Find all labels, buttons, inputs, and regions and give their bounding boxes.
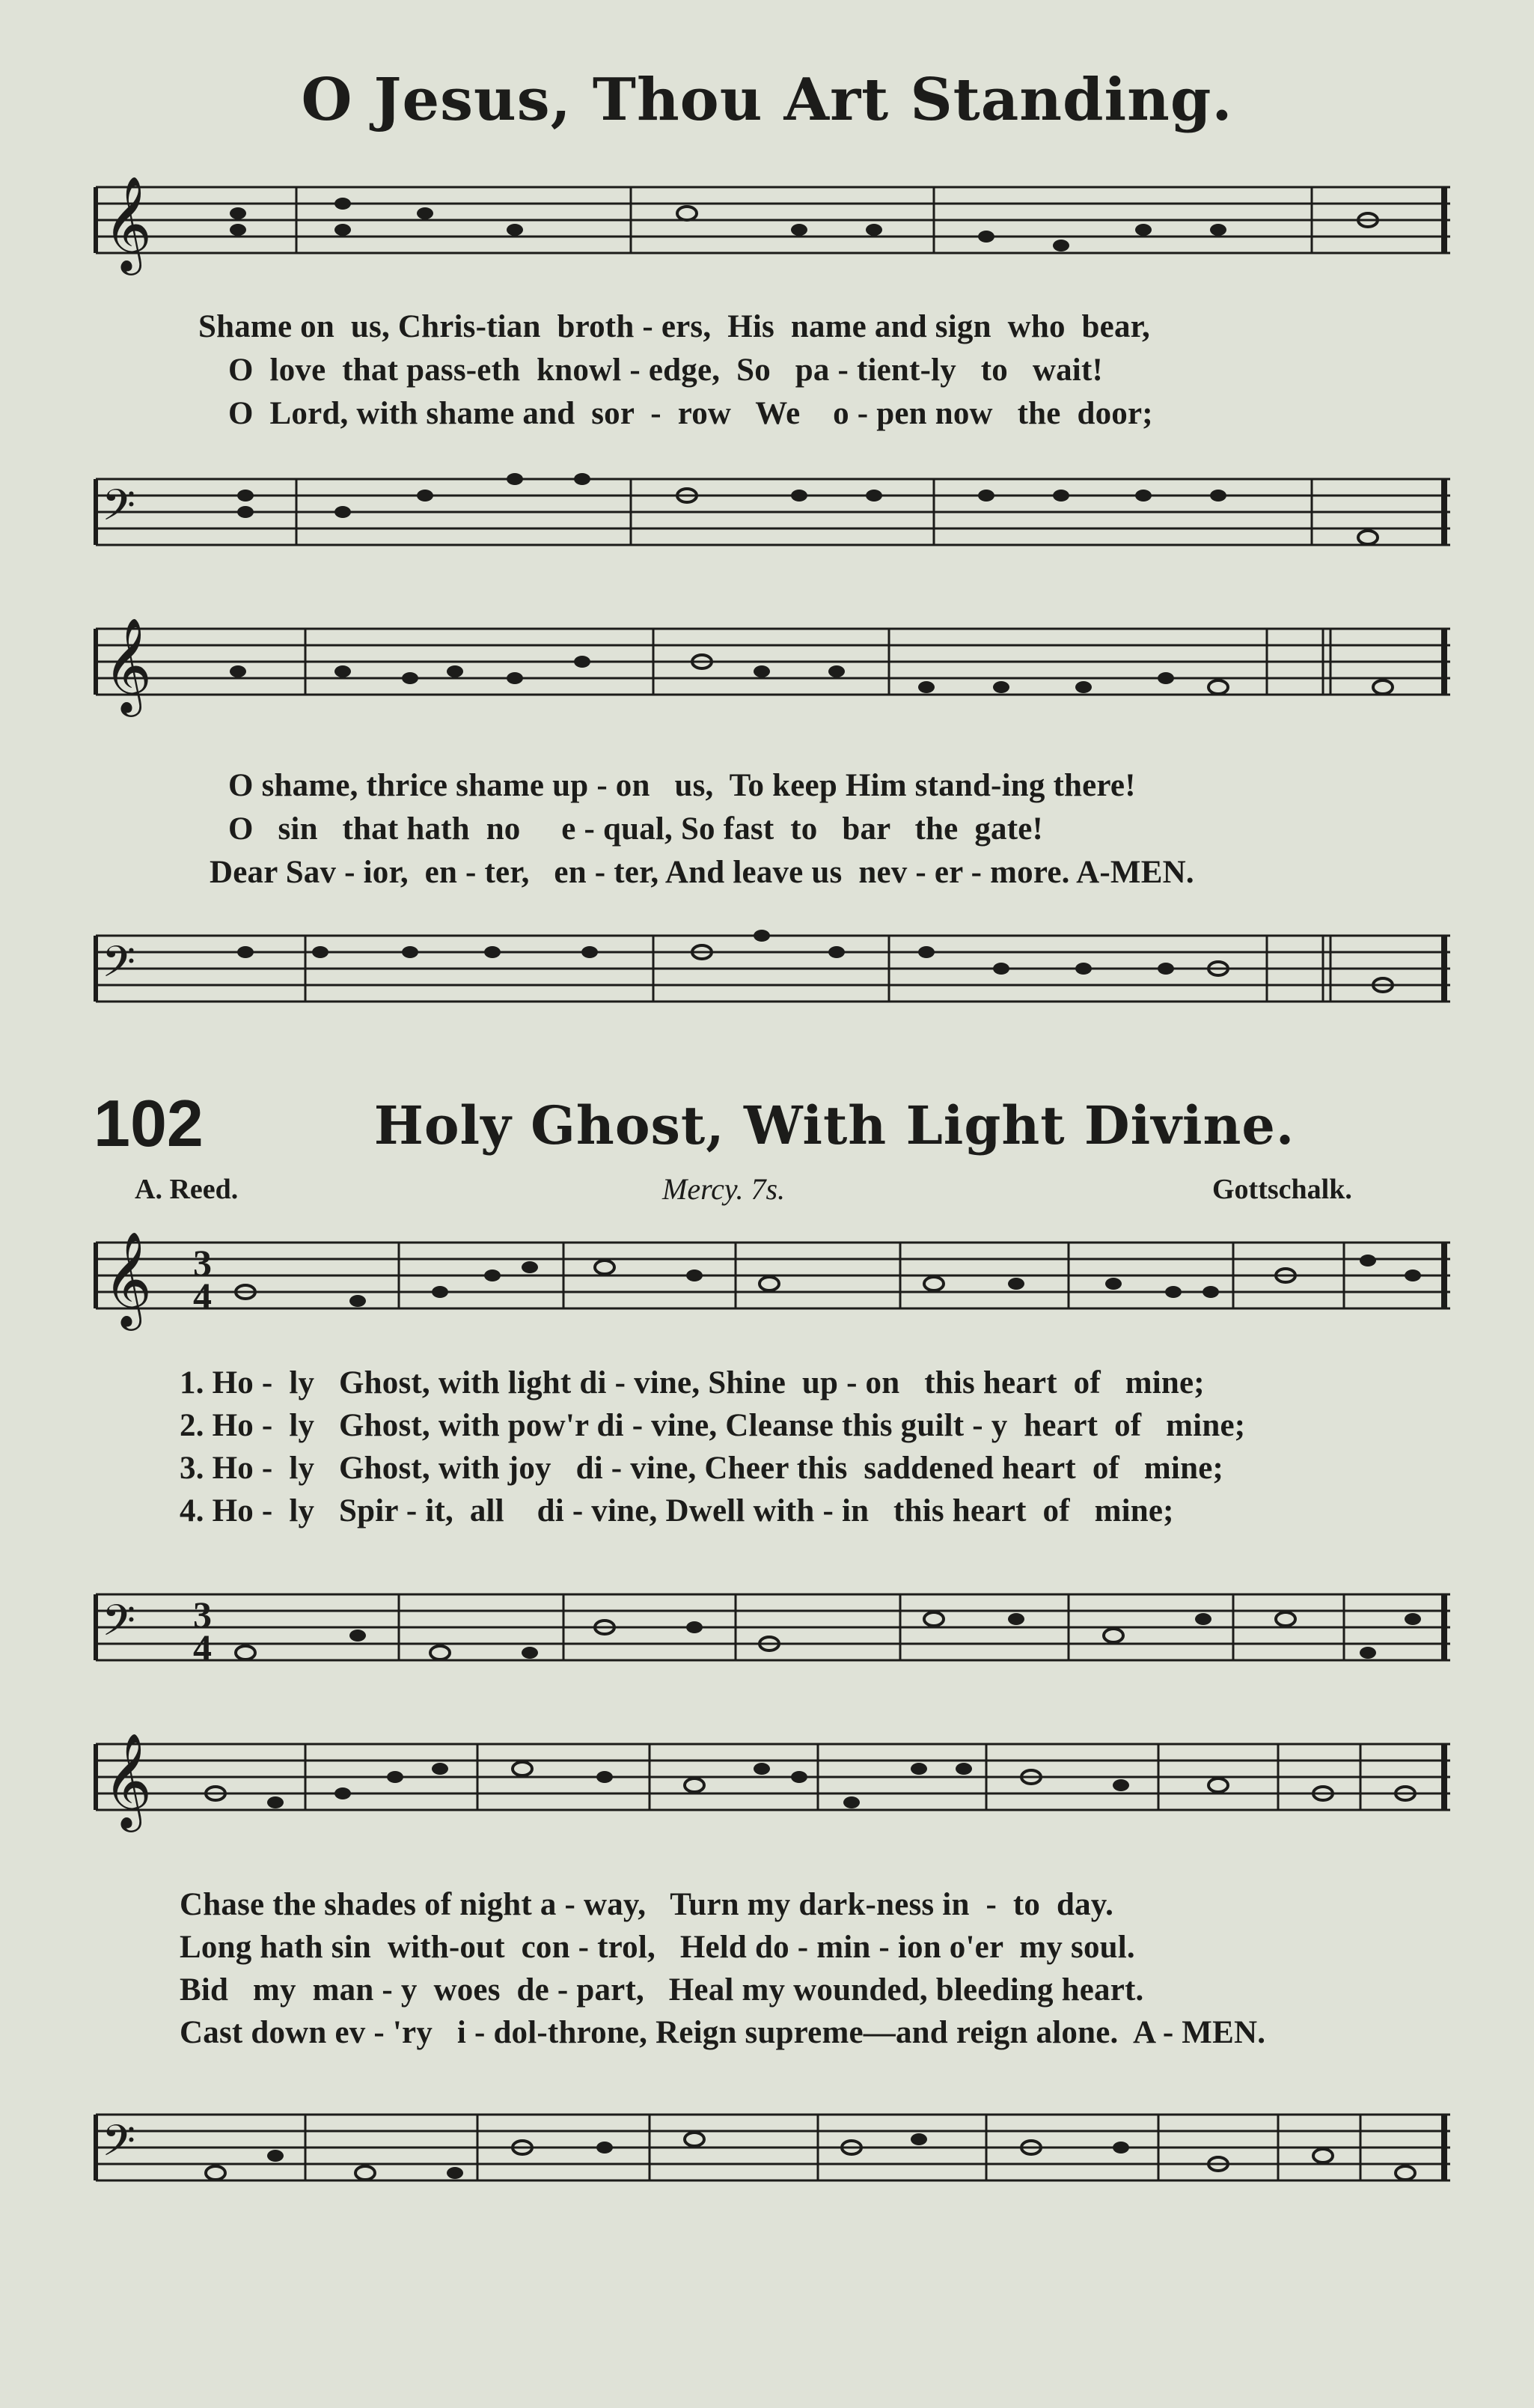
svg-text:𝄢: 𝄢	[102, 480, 136, 541]
svg-text:𝄞: 𝄞	[103, 1231, 153, 1326]
lyric-line: Cast down ev - 'ry i - dol-throne, Reign supreme—and reign alone. A - MEN.	[180, 2015, 1266, 2050]
svg-text:3: 3	[193, 1594, 212, 1636]
svg-text:3: 3	[193, 1242, 212, 1284]
svg-text:𝄞: 𝄞	[103, 617, 153, 713]
lyric-line: O Lord, with shame and sor - row We o - pen now the door;	[228, 396, 1153, 431]
lyric-line: O shame, thrice shame up - on us, To keep Him stand-ing there!	[228, 768, 1136, 803]
lyric-line: Shame on us, Chris-tian broth - ers, His name and sign who bear,	[198, 309, 1150, 344]
staff-lines-icon	[96, 1231, 1450, 1326]
lyric-line: O love that pass-eth knowl - edge, So pa - tient-ly to wait!	[228, 353, 1103, 388]
svg-text:𝄞: 𝄞	[103, 1732, 153, 1828]
lyric-line: Dear Sav - ior, en - ter, en - ter, And leave us nev - er - more. A-MEN.	[210, 855, 1194, 890]
staff-lines-icon	[96, 175, 1450, 271]
svg-text:𝄞: 𝄞	[103, 175, 153, 271]
svg-text:𝄢: 𝄢	[102, 2115, 136, 2177]
bass-staff	[96, 2107, 1450, 2189]
bass-staff	[96, 1587, 1450, 1669]
bass-staff	[96, 928, 1450, 1011]
staff-lines-icon	[96, 617, 1450, 713]
svg-text:𝄢: 𝄢	[102, 936, 136, 998]
svg-text:𝄢: 𝄢	[102, 1595, 136, 1656]
hymn-102-title: Holy Ghost, With Light Divine.	[373, 1094, 1295, 1156]
svg-text:4: 4	[193, 1275, 212, 1317]
hymn-101-title: O Jesus, Thou Art Standing.	[301, 66, 1233, 134]
svg-text:4: 4	[193, 1627, 212, 1668]
lyric-line: 4. Ho - ly Spir - it, all di - vine, Dwell with - in this heart of mine;	[180, 1493, 1174, 1528]
lyric-line: 3. Ho - ly Ghost, with joy di - vine, Cheer this saddened heart of mine;	[180, 1451, 1223, 1486]
staff-lines-icon	[96, 1732, 1450, 1828]
lyric-line: O sin that hath no e - qual, So fast to bar the gate!	[228, 811, 1044, 847]
staff-lines-icon	[96, 472, 1450, 554]
composer: Gottschalk.	[1212, 1174, 1352, 1205]
lyric-line: 2. Ho - ly Ghost, with pow'r di - vine, Cleanse this guilt - y heart of mine;	[180, 1408, 1246, 1443]
lyric-line: Chase the shades of night a - way, Turn my dark-ness in - to day.	[180, 1887, 1114, 1922]
lyric-line: 1. Ho - ly Ghost, with light di - vine, Shine up - on this heart of mine;	[180, 1365, 1205, 1400]
treble-staff	[96, 1732, 1450, 1828]
hymn-number: 102	[94, 1086, 204, 1160]
staff-lines-icon	[96, 928, 1450, 1011]
staff-lines-icon	[96, 1587, 1450, 1669]
author: A. Reed.	[135, 1174, 239, 1205]
staff-lines-icon	[96, 2107, 1450, 2189]
bass-staff	[96, 472, 1450, 554]
lyric-line: Long hath sin with-out con - trol, Held do - min - ion o'er my soul.	[180, 1930, 1135, 1965]
treble-staff	[96, 175, 1450, 271]
tune-name: Mercy. 7s.	[662, 1172, 786, 1206]
treble-staff	[96, 1231, 1450, 1326]
treble-staff	[96, 617, 1450, 713]
lyric-line: Bid my man - y woes de - part, Heal my wounded, bleeding heart.	[180, 1972, 1144, 2008]
